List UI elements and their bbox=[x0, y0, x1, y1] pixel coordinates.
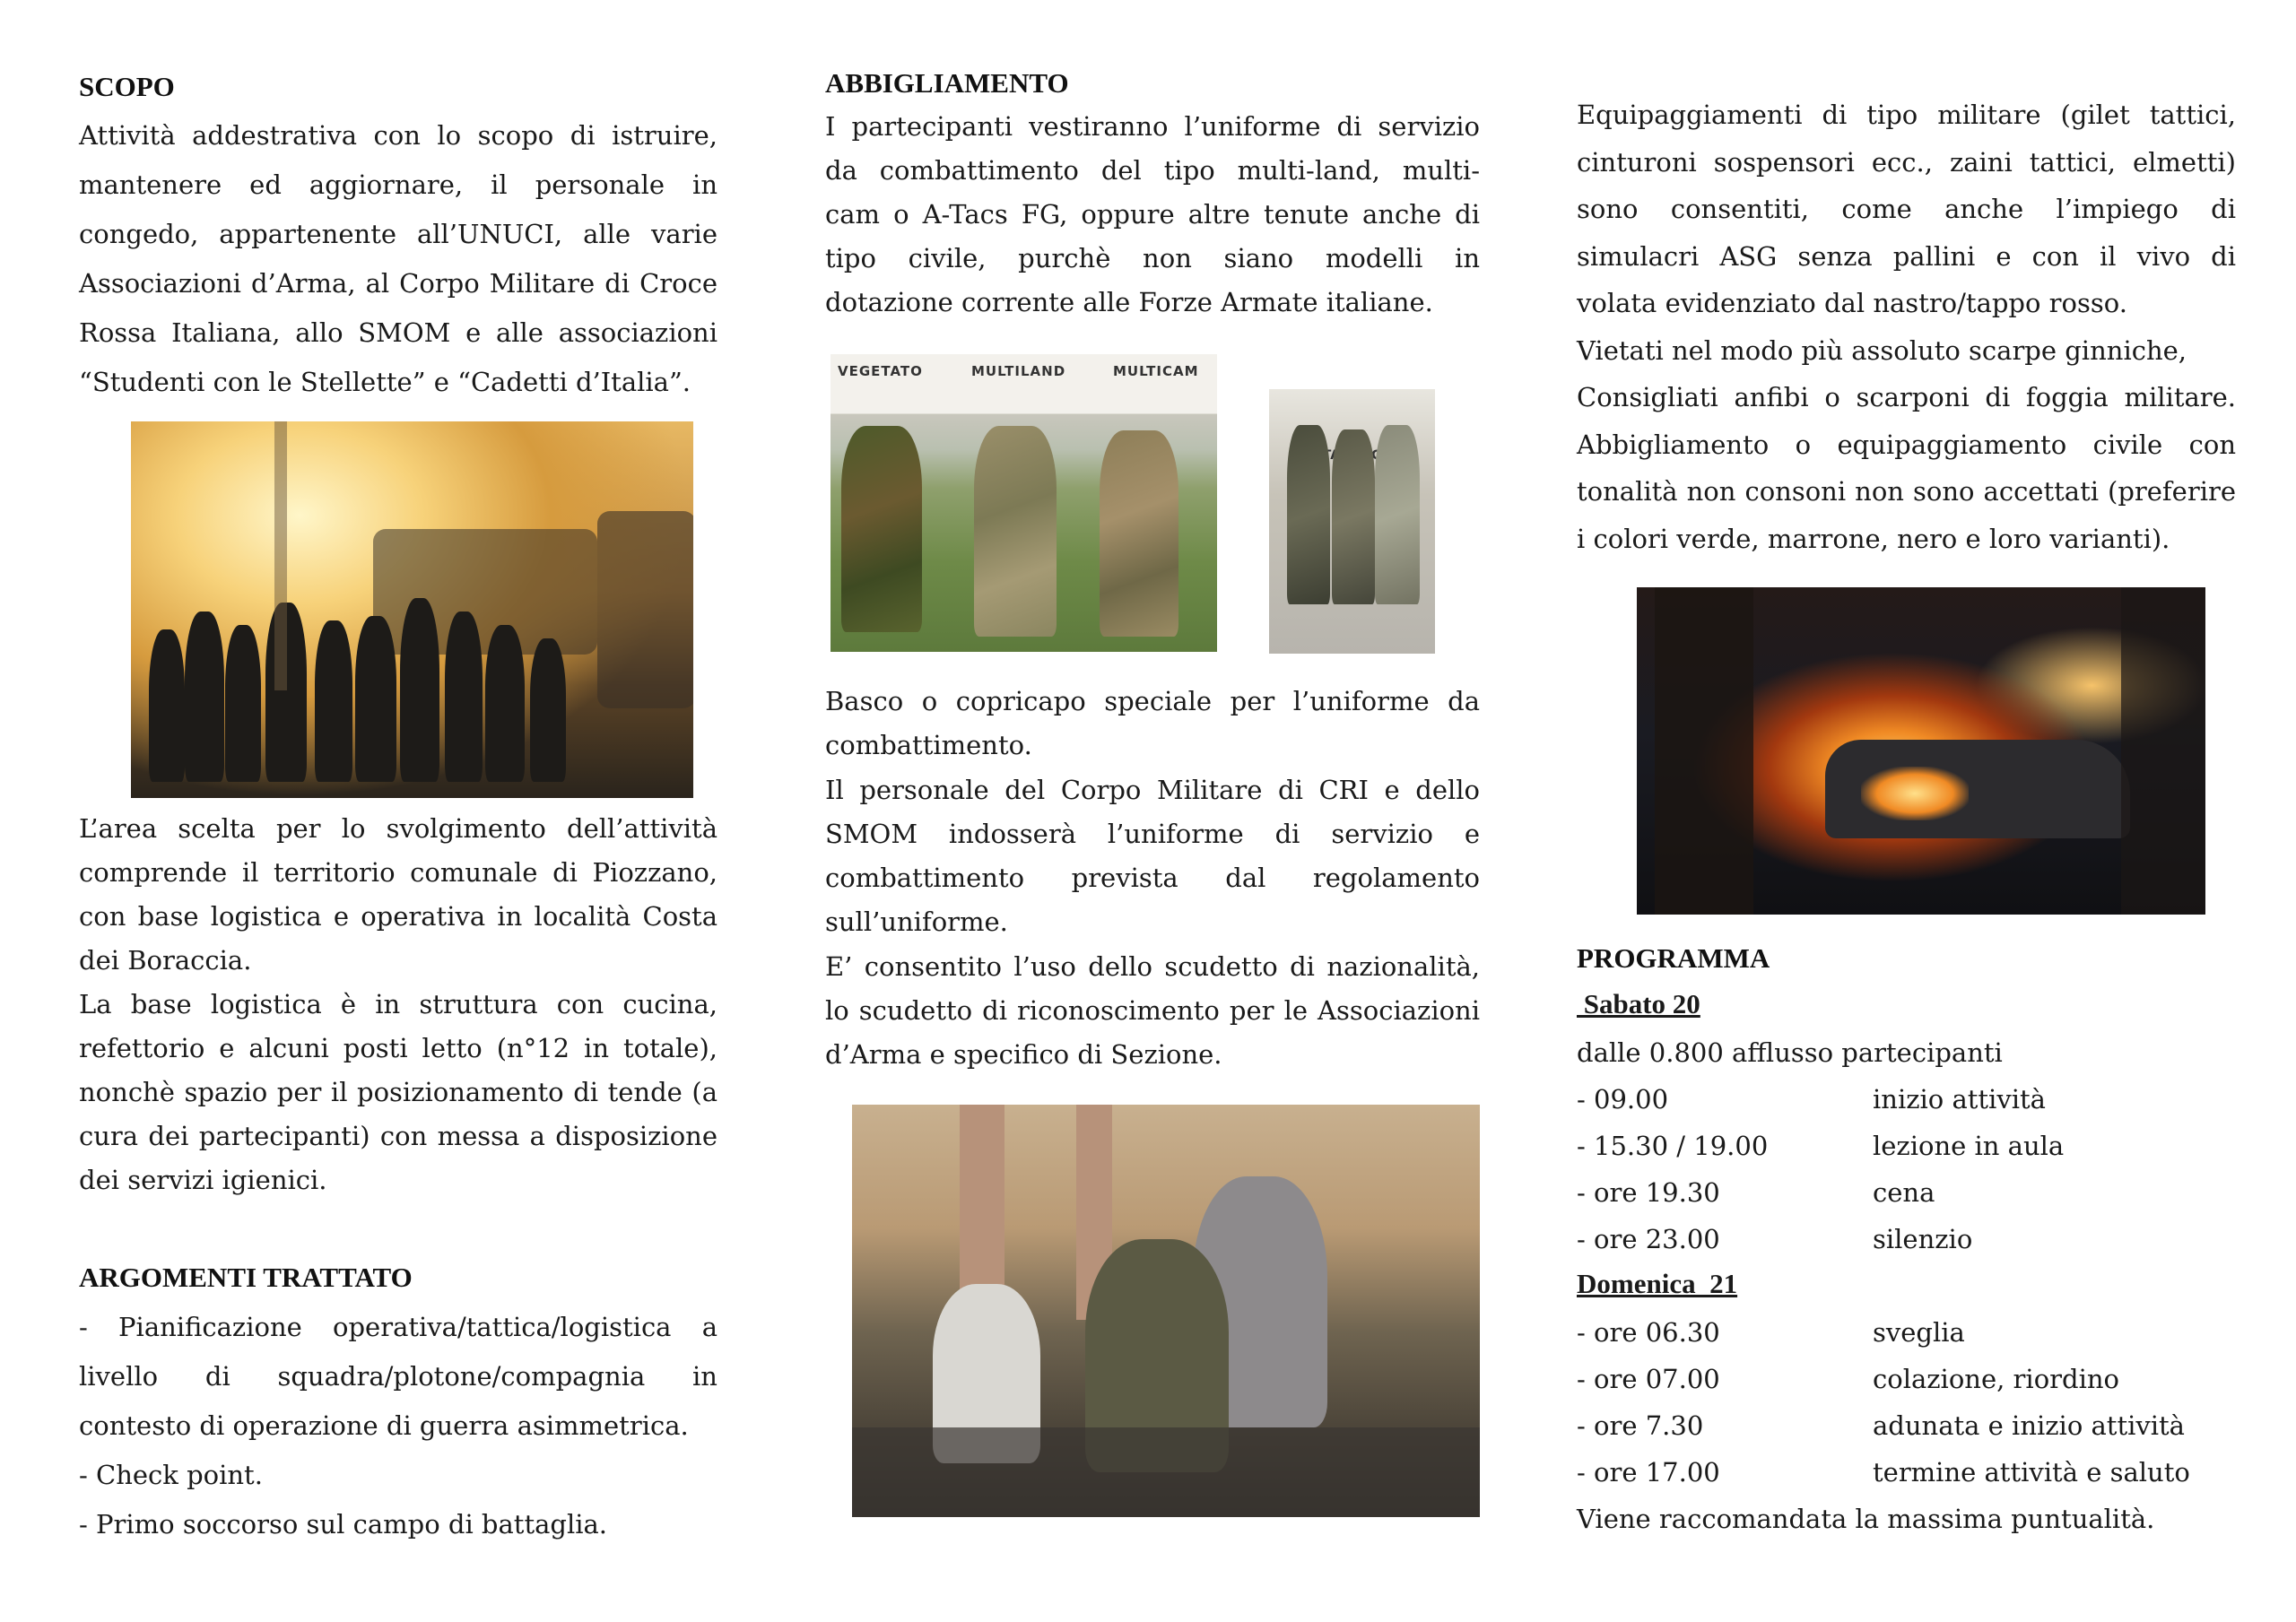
text-line: volata evidenziato dal nastro/tappo rosso. bbox=[1577, 288, 2127, 318]
schedule-text: Viene raccomandata la massima puntualità. bbox=[1577, 1504, 2155, 1534]
text-line: L’area scelta per lo svolgimento dell’attività bbox=[79, 813, 718, 844]
schedule-time: - 09.00 bbox=[1577, 1084, 1669, 1115]
schedule-time: - ore 23.00 bbox=[1577, 1224, 1720, 1254]
schedule-activity: adunata e inizio attività bbox=[1873, 1410, 2185, 1441]
text-line: sono consentiti, come anche l’impiego di bbox=[1577, 194, 2236, 224]
burning-car-photo bbox=[1637, 587, 2205, 915]
camo-uniforms-photo bbox=[831, 354, 1217, 652]
text-line: Equipaggiamenti di tipo militare (gilet tattici, bbox=[1577, 100, 2236, 130]
text-line: combattimento. bbox=[825, 730, 1032, 761]
schedule-time: - ore 06.30 bbox=[1577, 1317, 1720, 1348]
text-line: d’Arma e specifico di Sezione. bbox=[825, 1039, 1222, 1071]
text-line: Vietati nel modo più assoluto scarpe ginniche, bbox=[1577, 334, 2187, 366]
text-line: - Primo soccorso sul campo di battaglia. bbox=[79, 1509, 608, 1540]
text-line: mantenere ed aggiornare, il personale in bbox=[79, 169, 718, 200]
text-line: contesto di operazione di guerra asimmetrica. bbox=[79, 1410, 689, 1441]
text-line: i colori verde, marrone, nero e loro varianti). bbox=[1577, 523, 2170, 554]
area-paragraph bbox=[79, 807, 718, 1202]
soldier-figure bbox=[1375, 425, 1420, 604]
schedule-time: - ore 19.30 bbox=[1577, 1177, 1720, 1208]
schedule-activity: silenzio bbox=[1873, 1224, 1973, 1254]
text-line: Consigliati anfibi o scarponi di foggia militare. bbox=[1577, 382, 2236, 412]
schedule-time: - ore 07.00 bbox=[1577, 1364, 1720, 1394]
text-line: comprende il territorio comunale di Piozzano, bbox=[79, 857, 718, 888]
equipaggiamenti-paragraph bbox=[1577, 91, 2236, 562]
text-line: “Studenti con le Stellette” e “Cadetti d’Italia”. bbox=[79, 367, 691, 397]
text-line: Il personale del Corpo Militare di CRI e dello bbox=[825, 774, 1480, 805]
camo-label: MULTICAM bbox=[1113, 363, 1199, 379]
sabato-heading: Sabato 20 bbox=[1577, 988, 1700, 1019]
text-line: da combattimento del tipo multi-land, multi- bbox=[825, 155, 1480, 186]
abbigliamento-paragraph bbox=[825, 105, 1480, 325]
programma-heading: PROGRAMMA bbox=[1577, 942, 1770, 974]
domenica-heading: Domenica 21 bbox=[1577, 1268, 1738, 1299]
text-line: cinturoni sospensori ecc., zaini tattici, elmetti) bbox=[1577, 146, 2236, 178]
schedule-activity: inizio attività bbox=[1873, 1084, 2046, 1115]
soldier-figure bbox=[1100, 430, 1178, 637]
text-line: combattimento prevista dal regolamento bbox=[825, 863, 1480, 894]
text-line: dei Boraccia. bbox=[79, 945, 252, 976]
atacs-photo bbox=[1269, 389, 1435, 654]
schedule-time: - ore 17.00 bbox=[1577, 1457, 1720, 1488]
text-line: SMOM indosserà l’uniforme di servizio e bbox=[825, 818, 1480, 849]
text-line: tonalità non consoni non sono accettati (preferire bbox=[1577, 476, 2236, 507]
scopo-heading: SCOPO bbox=[79, 71, 175, 102]
schedule-activity: sveglia bbox=[1873, 1317, 1965, 1348]
camo-label: VEGETATO bbox=[838, 363, 923, 379]
schedule-activity: termine attività e saluto bbox=[1873, 1457, 2190, 1488]
text-line: Associazioni d’Arma, al Corpo Militare di Croce bbox=[79, 268, 718, 299]
text-line: Rossa Italiana, allo SMOM e alle associazioni bbox=[79, 317, 718, 348]
text-line: refettorio e alcuni posti letto (n°12 in totale), bbox=[79, 1033, 718, 1063]
basco-paragraph bbox=[825, 680, 1480, 1078]
text-line: simulacri ASG senza pallini e con il vivo di bbox=[1577, 240, 2236, 272]
text-line: - Check point. bbox=[79, 1460, 263, 1490]
soldier-figure bbox=[974, 426, 1057, 637]
schedule-text: dalle 0.800 afflusso partecipanti bbox=[1577, 1037, 2003, 1068]
text-line: dotazione corrente alle Forze Armate italiane. bbox=[825, 287, 1433, 317]
schedule-activity: cena bbox=[1873, 1177, 1935, 1208]
schedule-time: - ore 7.30 bbox=[1577, 1410, 1704, 1441]
abbigliamento-heading: ABBIGLIAMENTO bbox=[825, 67, 1069, 99]
schedule-activity: lezione in aula bbox=[1873, 1131, 2065, 1161]
soldier-figure bbox=[1332, 429, 1375, 604]
soldier-figure bbox=[841, 426, 922, 632]
text-line: La base logistica è in struttura con cucina, bbox=[79, 989, 718, 1019]
text-line: nonchè spazio per il posizionamento di tende (a bbox=[79, 1077, 718, 1107]
text-line: - Pianificazione operativa/tattica/logistica a bbox=[79, 1312, 718, 1342]
text-line: congedo, appartenente all’UNUCI, alle varie bbox=[79, 219, 718, 249]
text-line: I partecipanti vestiranno l’uniforme di servizio bbox=[825, 111, 1480, 142]
text-line: con base logistica e operativa in località Costa bbox=[79, 901, 718, 932]
text-line: cura dei partecipanti) con messa a disposizione bbox=[79, 1121, 718, 1151]
text-line: livello di squadra/plotone/compagnia in bbox=[79, 1361, 718, 1392]
argomenti-paragraph bbox=[79, 1303, 718, 1549]
text-line: tipo civile, purchè non siano modelli in bbox=[825, 243, 1480, 273]
schedule-activity: colazione, riordino bbox=[1873, 1364, 2119, 1394]
text-line: cam o A-Tacs FG, oppure altre tenute anche di bbox=[825, 199, 1480, 230]
text-line: sull’uniforme. bbox=[825, 906, 1008, 938]
text-line: E’ consentito l’uso dello scudetto di nazionalità, bbox=[825, 950, 1480, 982]
argomenti-heading: ARGOMENTI TRATTATO bbox=[79, 1262, 413, 1293]
camo-label: MULTILAND bbox=[971, 363, 1066, 379]
riot-photo bbox=[131, 421, 693, 798]
text-line: Attività addestrativa con lo scopo di istruire, bbox=[79, 120, 718, 151]
text-line: Basco o copricapo speciale per l’uniforme da bbox=[825, 686, 1480, 716]
scopo-paragraph bbox=[79, 111, 718, 407]
text-line: Abbigliamento o equipaggiamento civile con bbox=[1577, 429, 2236, 460]
text-line: dei servizi igienici. bbox=[79, 1165, 327, 1195]
soldier-figure bbox=[1287, 425, 1330, 604]
schedule-time: - 15.30 / 19.00 bbox=[1577, 1131, 1769, 1161]
rescue-photo bbox=[852, 1105, 1480, 1517]
text-line: lo scudetto di riconoscimento per le Associazioni bbox=[825, 995, 1480, 1027]
